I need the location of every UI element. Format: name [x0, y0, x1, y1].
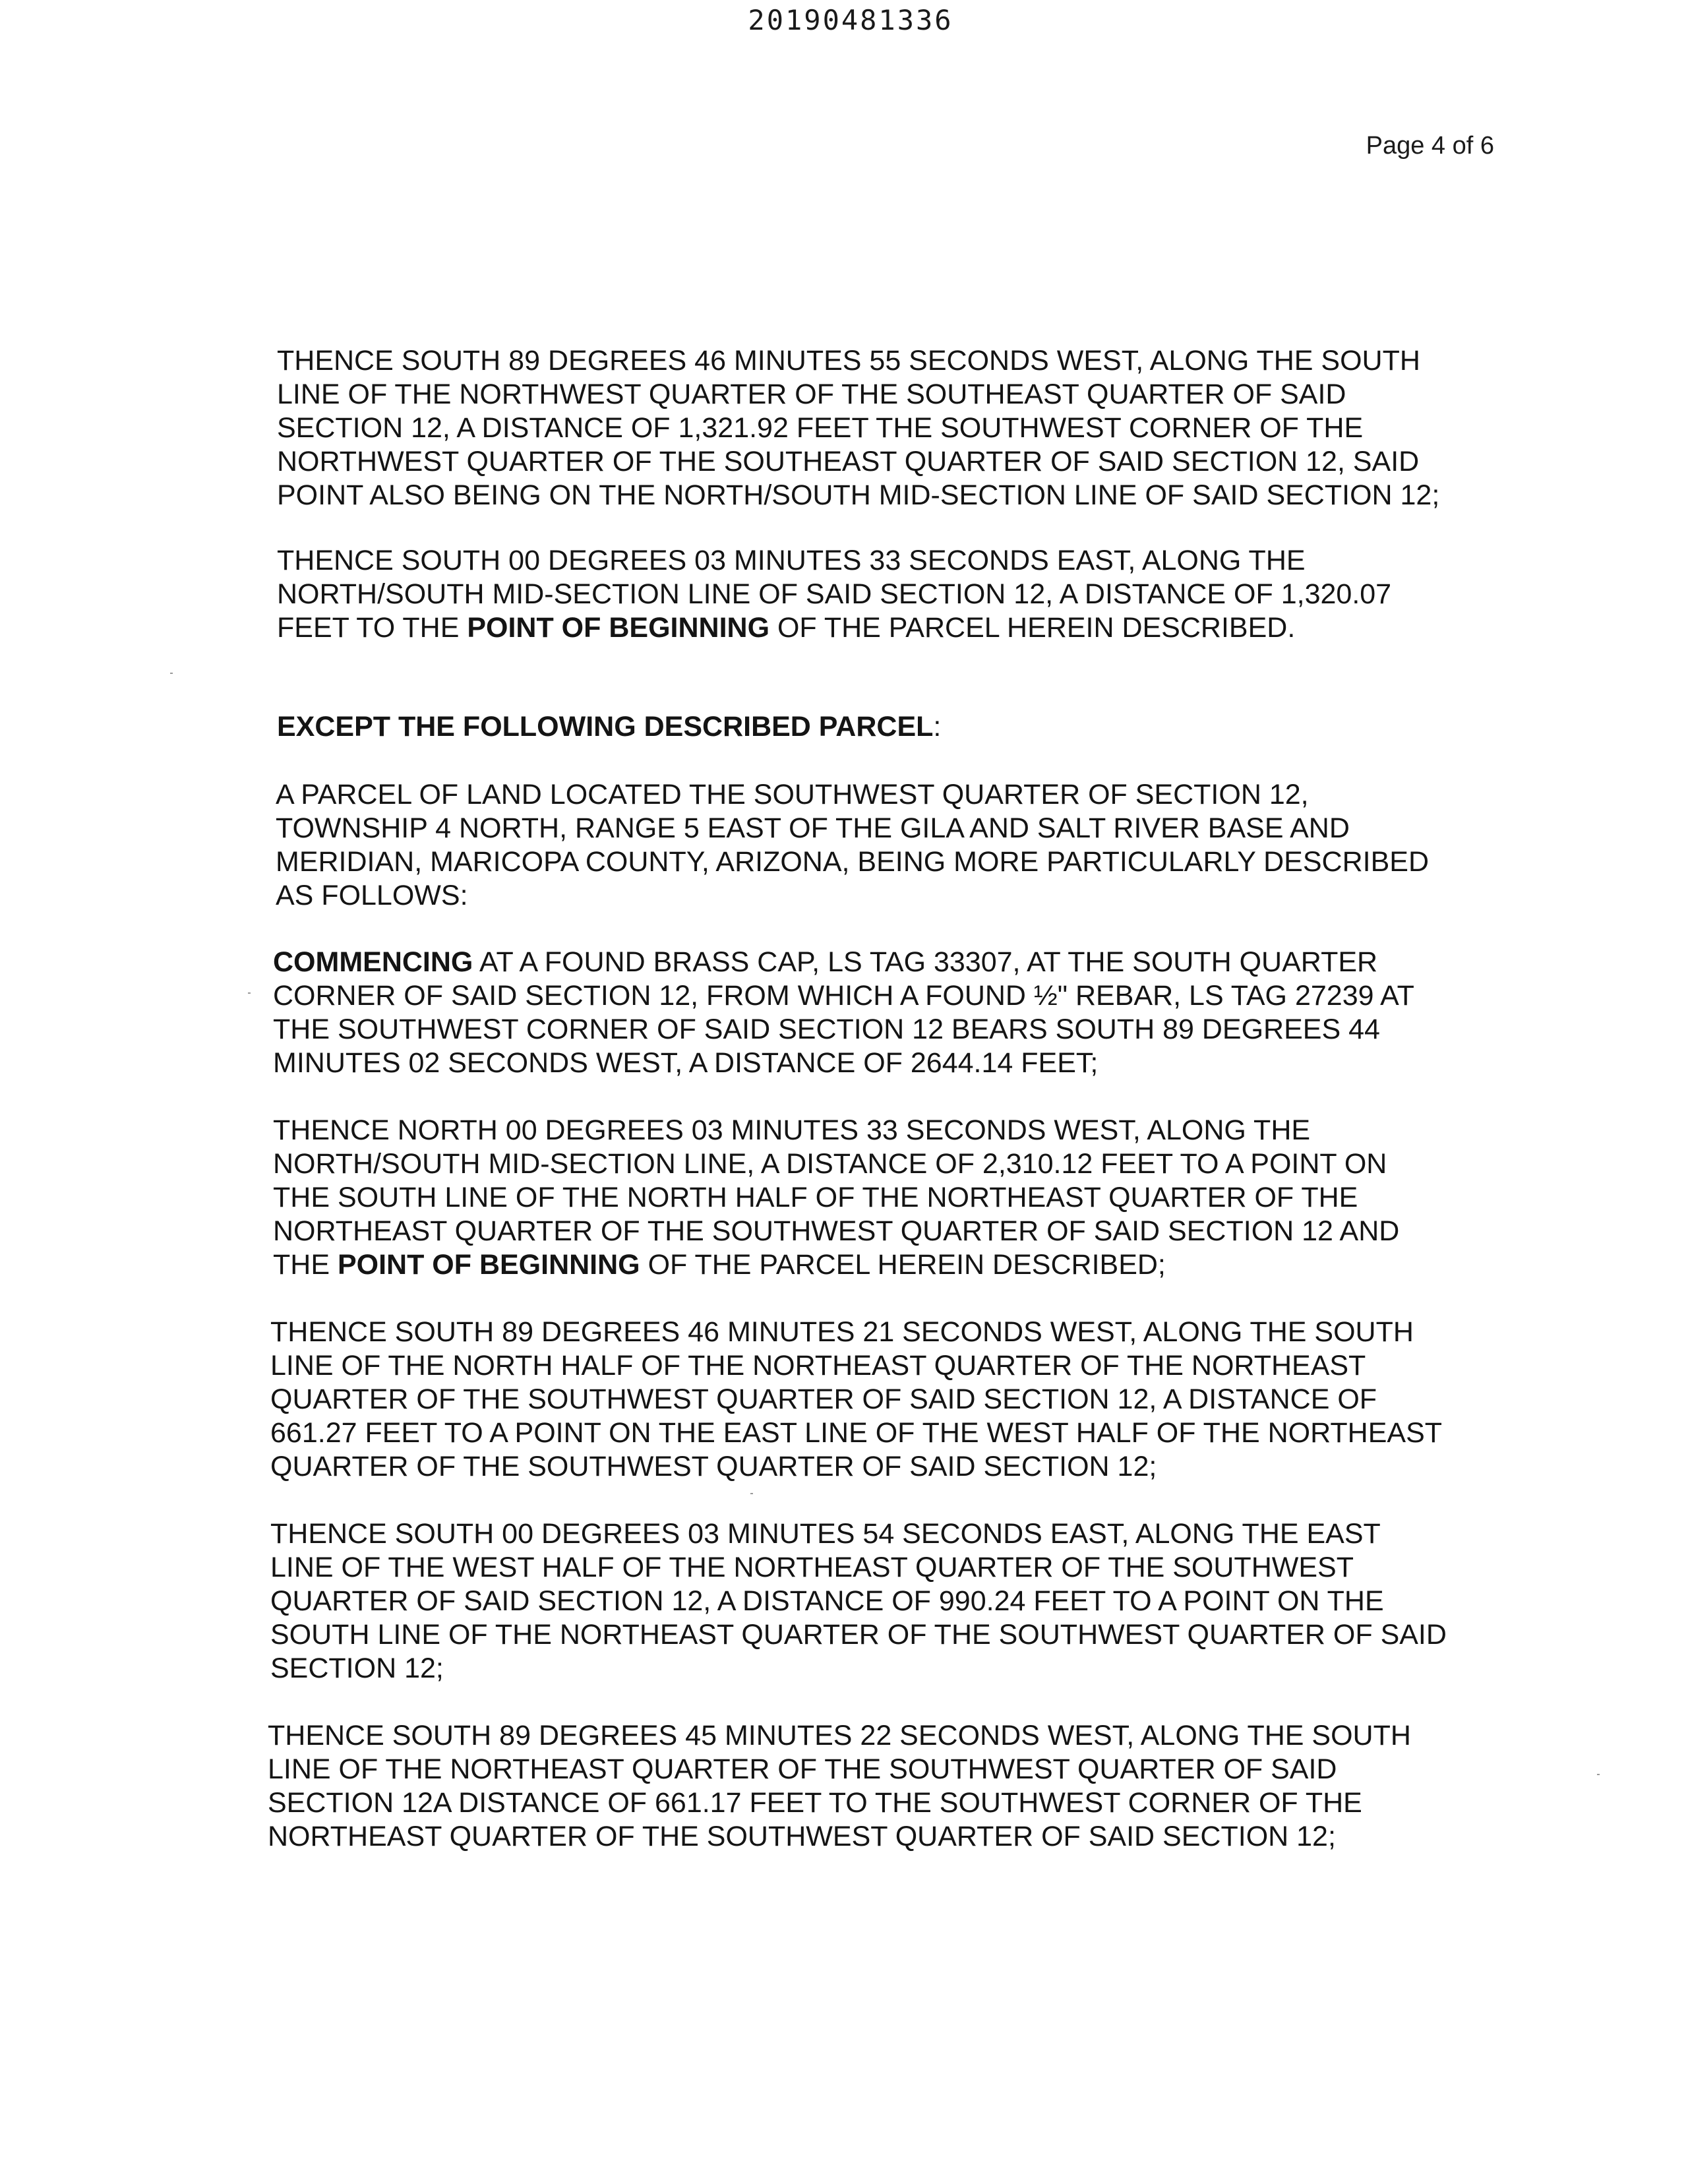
- paragraph-south-line-north-half: [270, 1316, 1442, 1484]
- text-line: SECTION 12A DISTANCE OF 661.17 FEET TO THE SOUTHWEST CORNER OF THE: [268, 1787, 1362, 1819]
- text-line: NORTHEAST QUARTER OF THE SOUTHWEST QUARTER OF SAID SECTION 12;: [268, 1821, 1336, 1852]
- text-line: THENCE SOUTH 00 DEGREES 03 MINUTES 33 SECONDS EAST, ALONG THE: [277, 545, 1306, 576]
- paragraph-north-to-beginning: [273, 1114, 1399, 1282]
- scan-speck: [1597, 1774, 1600, 1775]
- paragraph-south-line-nw-quarter: [277, 344, 1439, 512]
- except-heading: [277, 710, 941, 744]
- text-line: THENCE NORTH 00 DEGREES 03 MINUTES 33 SECONDS WEST, ALONG THE: [273, 1114, 1311, 1146]
- text-line: LINE OF THE WEST HALF OF THE NORTHEAST QUARTER OF THE SOUTHWEST: [270, 1552, 1354, 1583]
- text-line: QUARTER OF THE SOUTHWEST QUARTER OF SAID SECTION 12, A DISTANCE OF: [270, 1383, 1377, 1415]
- text-line: THE SOUTHWEST CORNER OF SAID SECTION 12 BEARS SOUTH 89 DEGREES 44: [273, 1014, 1380, 1045]
- paragraph-mid-section-to-beginning: [277, 544, 1391, 645]
- text-line: THE SOUTH LINE OF THE NORTH HALF OF THE NORTHEAST QUARTER OF THE: [273, 1182, 1358, 1213]
- scan-speck: [750, 1493, 753, 1494]
- text-line: EXCEPT THE FOLLOWING DESCRIBED PARCEL:: [277, 711, 942, 743]
- text-line: LINE OF THE NORTHWEST QUARTER OF THE SOUTHEAST QUARTER OF SAID: [277, 379, 1346, 410]
- text-line: NORTH/SOUTH MID-SECTION LINE, A DISTANCE OF 2,310.12 FEET TO A POINT ON: [273, 1148, 1387, 1180]
- text-line: COMMENCING AT A FOUND BRASS CAP, LS TAG 33307, AT THE SOUTH QUARTER: [273, 946, 1378, 978]
- text-line: SECTION 12;: [270, 1653, 444, 1684]
- recording-number: 20190481336: [748, 4, 953, 36]
- paragraph-commencing: [273, 946, 1414, 1080]
- paragraph-parcel-location: [276, 778, 1429, 913]
- bold-phrase: COMMENCING: [273, 946, 473, 978]
- text-line: THENCE SOUTH 89 DEGREES 46 MINUTES 21 SECONDS WEST, ALONG THE SOUTH: [270, 1316, 1414, 1348]
- text-line: MINUTES 02 SECONDS WEST, A DISTANCE OF 2644.14 FEET;: [273, 1047, 1099, 1079]
- text-line: LINE OF THE NORTHEAST QUARTER OF THE SOUTHWEST QUARTER OF SAID: [268, 1753, 1337, 1785]
- text-line: NORTHWEST QUARTER OF THE SOUTHEAST QUARTER OF SAID SECTION 12, SAID: [277, 446, 1420, 477]
- text-line: THE POINT OF BEGINNING OF THE PARCEL HEREIN DESCRIBED;: [273, 1249, 1166, 1281]
- text-line: AS FOLLOWS:: [276, 880, 468, 911]
- text-line: TOWNSHIP 4 NORTH, RANGE 5 EAST OF THE GILA AND SALT RIVER BASE AND: [276, 812, 1350, 844]
- paragraph-south-line-ne-quarter: [268, 1719, 1411, 1854]
- text-line: THENCE SOUTH 00 DEGREES 03 MINUTES 54 SECONDS EAST, ALONG THE EAST: [270, 1518, 1381, 1550]
- text-line: A PARCEL OF LAND LOCATED THE SOUTHWEST QUARTER OF SECTION 12,: [276, 779, 1309, 810]
- scan-speck: [248, 992, 251, 994]
- text-line: NORTHEAST QUARTER OF THE SOUTHWEST QUARTER OF SAID SECTION 12 AND: [273, 1215, 1400, 1247]
- text-line: QUARTER OF THE SOUTHWEST QUARTER OF SAID SECTION 12;: [270, 1451, 1157, 1482]
- text-line: LINE OF THE NORTH HALF OF THE NORTHEAST QUARTER OF THE NORTHEAST: [270, 1350, 1366, 1381]
- bold-phrase: POINT OF BEGINNING: [337, 1249, 640, 1281]
- bold-phrase: EXCEPT THE FOLLOWING DESCRIBED PARCEL: [277, 711, 934, 743]
- text-line: THENCE SOUTH 89 DEGREES 45 MINUTES 22 SECONDS WEST, ALONG THE SOUTH: [268, 1720, 1411, 1751]
- paragraph-east-line-west-half: [270, 1517, 1447, 1685]
- text-line: FEET TO THE POINT OF BEGINNING OF THE PARCEL HEREIN DESCRIBED.: [277, 612, 1296, 644]
- text-line: SOUTH LINE OF THE NORTHEAST QUARTER OF THE SOUTHWEST QUARTER OF SAID: [270, 1619, 1447, 1651]
- text-line: NORTH/SOUTH MID-SECTION LINE OF SAID SECTION 12, A DISTANCE OF 1,320.07: [277, 578, 1392, 610]
- page-indicator: Page 4 of 6: [1366, 132, 1494, 160]
- text-line: POINT ALSO BEING ON THE NORTH/SOUTH MID-SECTION LINE OF SAID SECTION 12;: [277, 479, 1440, 511]
- scan-speck: [170, 673, 173, 674]
- text-line: CORNER OF SAID SECTION 12, FROM WHICH A FOUND ½" REBAR, LS TAG 27239 AT: [273, 980, 1414, 1012]
- bold-phrase: POINT OF BEGINNING: [467, 612, 770, 644]
- text-line: SECTION 12, A DISTANCE OF 1,321.92 FEET THE SOUTHWEST CORNER OF THE: [277, 412, 1364, 444]
- text-line: 661.27 FEET TO A POINT ON THE EAST LINE OF THE WEST HALF OF THE NORTHEAST: [270, 1417, 1443, 1449]
- text-line: QUARTER OF SAID SECTION 12, A DISTANCE OF 990.24 FEET TO A POINT ON THE: [270, 1585, 1384, 1617]
- text-line: MERIDIAN, MARICOPA COUNTY, ARIZONA, BEING MORE PARTICULARLY DESCRIBED: [276, 846, 1429, 878]
- text-line: THENCE SOUTH 89 DEGREES 46 MINUTES 55 SECONDS WEST, ALONG THE SOUTH: [277, 345, 1420, 377]
